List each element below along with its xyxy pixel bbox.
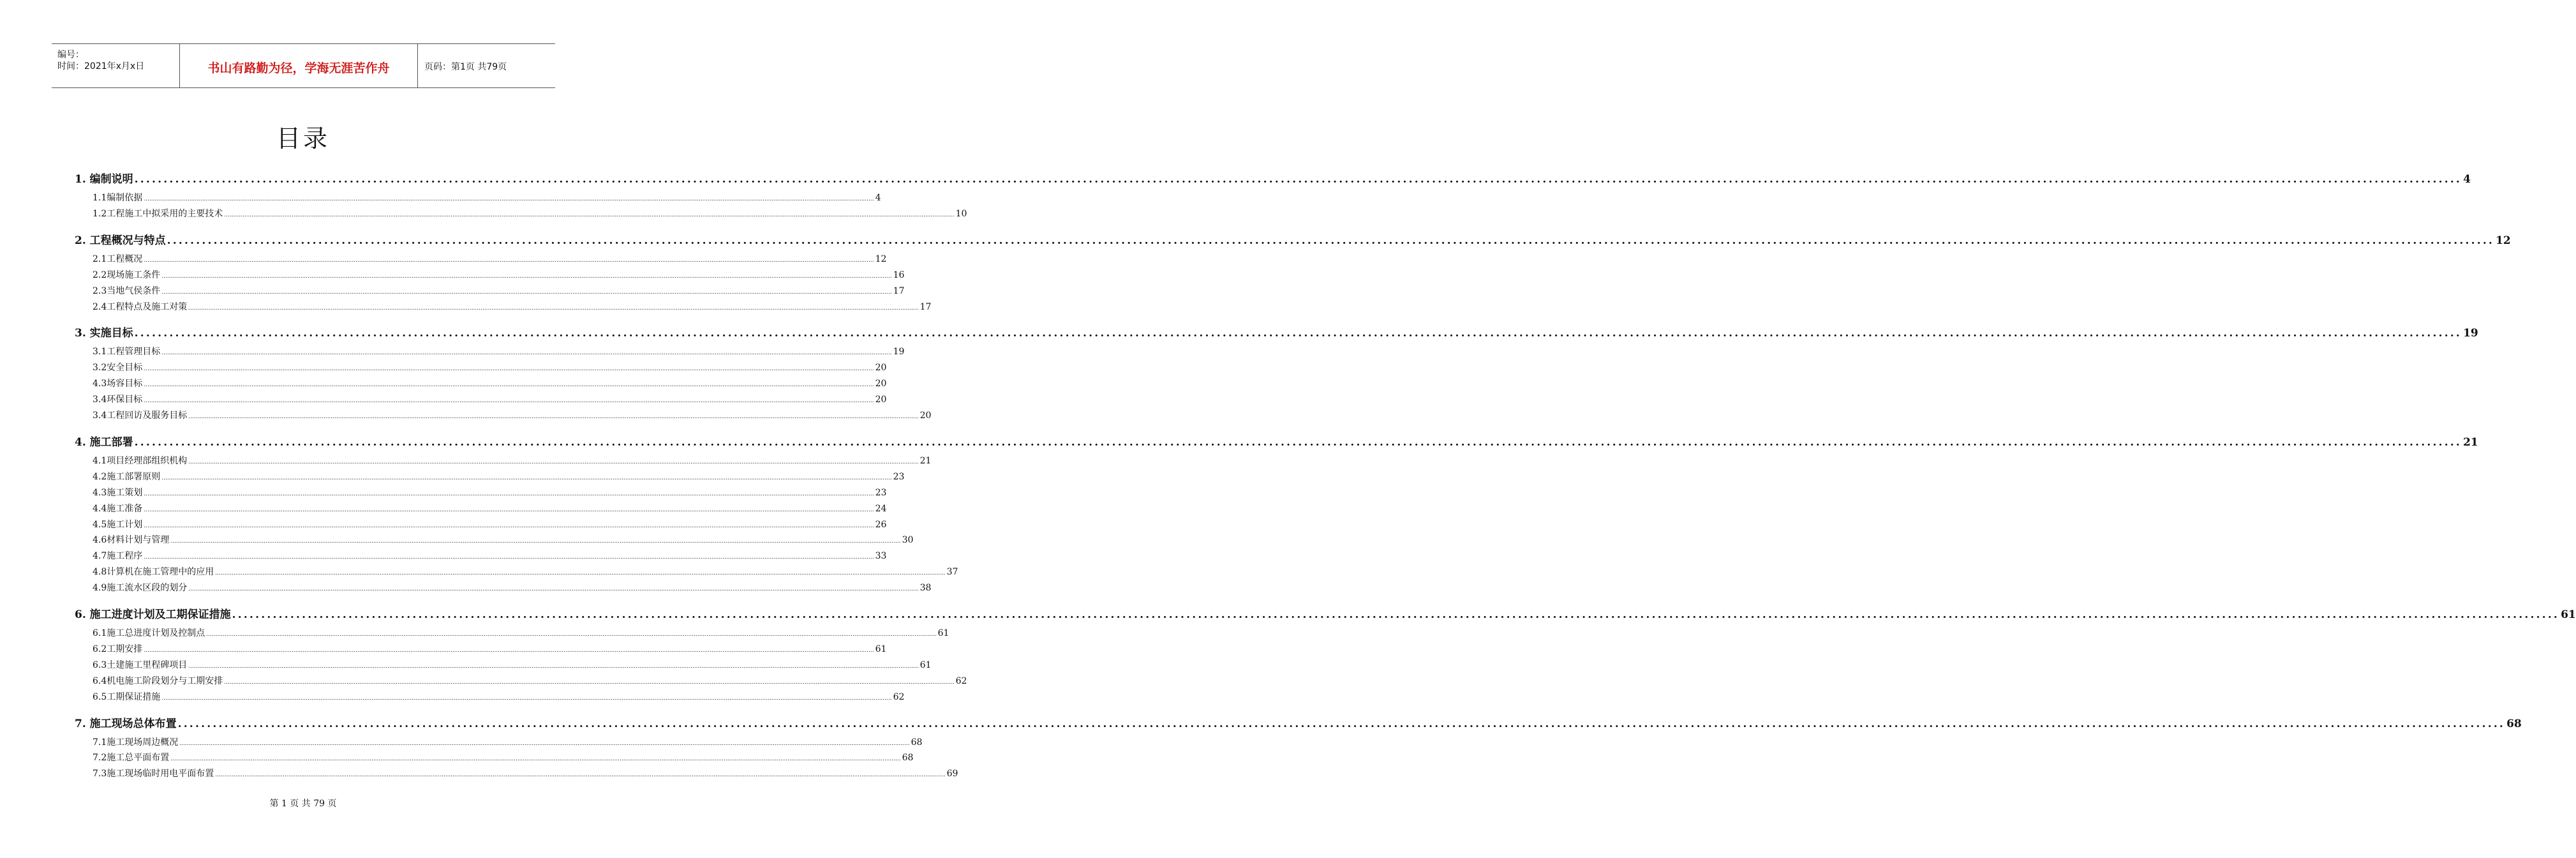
toc-dot-leader: ................................................................................................................................................................................................................................................................................................................................................................................................................ xyxy=(144,554,874,561)
toc-entry-page: 38 xyxy=(919,583,932,594)
toc-dot-leader: ................................................................................................................................................................................................................................................................................................................................................................................................................ xyxy=(215,772,946,779)
toc-subsection-entry[interactable] xyxy=(75,565,958,578)
toc-subsection-entry[interactable] xyxy=(75,518,887,531)
toc-entry-title: 7.3施工现场临时用电平面布置 xyxy=(93,769,214,779)
toc-dot-leader: ................................................................................................................................................................................................................................................................................................................................................................................................................ xyxy=(188,663,919,670)
header-page-info: 页码：第1页 共79页 xyxy=(424,62,507,72)
number-label: 编号： xyxy=(57,50,84,60)
toc-entry-page: 21 xyxy=(2463,435,2478,449)
toc-dot-leader: ................................................................................................................................................................................................................................................................................................................................................................................................................ xyxy=(144,506,874,513)
toc-subsection-entry[interactable] xyxy=(75,549,887,562)
toc-dot-leader: ................................................................................................................................................................................................................................................................................................................................................................................................................ xyxy=(188,414,919,420)
toc-entry-page: 19 xyxy=(893,347,905,358)
toc-entry-page: 16 xyxy=(893,269,905,280)
toc-subsection-entry[interactable] xyxy=(75,345,905,358)
header-right-cell xyxy=(418,44,555,87)
toc-entry-page: 21 xyxy=(919,455,932,466)
toc-entry-page: 61 xyxy=(937,628,949,638)
toc-subsection-entry[interactable] xyxy=(75,191,881,204)
toc-entry-title: 4.8计算机在施工管理中的应用 xyxy=(93,567,214,578)
toc-subsection-entry[interactable] xyxy=(75,393,887,405)
toc-dot-leader: ................................................................................................................................................................................................................................................................................................................................................................................................................ xyxy=(170,538,901,545)
toc-section-entry[interactable] xyxy=(75,605,2576,621)
toc-dot-leader: ................................................................................................................................................................................................................................................................................................................................................................................................................ xyxy=(224,679,955,686)
header-middle-cell xyxy=(180,44,418,87)
toc-dot-leader: ................................................................................................................................................................................................................................................................................................................................................................................................................ xyxy=(144,366,874,373)
toc-section-entry[interactable] xyxy=(75,714,2522,730)
header-left-cell xyxy=(52,44,180,87)
toc-dot-leader: ................................................................................................................................................................................................................................................................................................................................................................................................................ xyxy=(161,474,892,481)
toc-entry-title: 7. 施工现场总体布置 xyxy=(75,717,177,730)
toc-entry-title: 6.1施工总进度计划及控制点 xyxy=(93,628,205,638)
toc-entry-title: 4.3场容目标 xyxy=(93,379,143,389)
toc-entry-title: 3. 实施目标 xyxy=(75,327,133,340)
toc-entry-title: 6.2工期安排 xyxy=(93,644,143,654)
toc-dot-leader: ................................................................................................................................................................................................................................................................................................................................................................................................................ xyxy=(224,211,955,218)
toc-entry-page: 10 xyxy=(955,208,967,219)
toc-subsection-entry[interactable] xyxy=(75,533,914,546)
toc-entry-page: 24 xyxy=(875,503,887,514)
toc-subsection-entry[interactable] xyxy=(75,767,958,779)
toc-entry-page: 12 xyxy=(875,253,887,264)
toc-entry-page: 20 xyxy=(875,379,887,389)
toc-entry-title: 6.3土建施工里程碑项目 xyxy=(93,659,188,670)
toc-dot-leader: ................................................................................................................................................................................................................................................................................................................................................................................................................ xyxy=(232,608,2560,621)
toc-entry-title: 2.1工程概况 xyxy=(93,253,143,264)
toc-dot-leader: ................................................................................................................................................................................................................................................................................................................................................................................................................ xyxy=(170,756,901,763)
toc-entry-title: 2. 工程概况与特点 xyxy=(75,234,166,247)
toc-dot-leader: ................................................................................................................................................................................................................................................................................................................................................................................................................ xyxy=(161,350,892,357)
toc-section-entry[interactable] xyxy=(75,231,2511,247)
toc-entry-page: 20 xyxy=(919,410,932,421)
toc-subsection-entry[interactable] xyxy=(75,268,905,281)
toc-entry-title: 3.2安全目标 xyxy=(93,363,143,373)
toc-entry-title: 2.2现场施工条件 xyxy=(93,269,161,280)
toc-dot-leader: ................................................................................................................................................................................................................................................................................................................................................................................................................ xyxy=(134,173,2462,186)
header-motto: 书山有路勤为径，学海无涯苦作舟 xyxy=(207,61,390,75)
toc-entry-title: 1. 编制说明 xyxy=(75,173,133,186)
toc-entry-title: 2.4工程特点及施工对策 xyxy=(93,301,188,312)
toc-entry-title: 2.3当地气侯条件 xyxy=(93,285,161,296)
toc-dot-leader: ................................................................................................................................................................................................................................................................................................................................................................................................................ xyxy=(161,273,892,280)
toc-subsection-entry[interactable] xyxy=(75,454,932,467)
toc-subsection-entry[interactable] xyxy=(75,658,932,671)
toc-entry-title: 4.6材料计划与管理 xyxy=(93,535,170,546)
page-title: 目录 xyxy=(276,124,330,153)
toc-entry-title: 4.5施工计划 xyxy=(93,519,143,530)
toc-subsection-entry[interactable] xyxy=(75,252,887,265)
toc-entry-page: 62 xyxy=(955,675,967,686)
toc-dot-leader: ................................................................................................................................................................................................................................................................................................................................................................................................................ xyxy=(206,631,937,638)
toc-entry-title: 3.1工程管理目标 xyxy=(93,347,161,358)
toc-subsection-entry[interactable] xyxy=(75,626,949,639)
toc-entry-page: 19 xyxy=(2463,327,2478,340)
toc-entry-title: 3.4环保目标 xyxy=(93,395,143,405)
toc-entry-title: 4.3施工策划 xyxy=(93,487,143,498)
toc-entry-title: 1.1编制依据 xyxy=(93,193,143,203)
toc-entry-page: 37 xyxy=(946,567,958,578)
toc-dot-leader: ................................................................................................................................................................................................................................................................................................................................................................................................................ xyxy=(144,647,874,654)
toc-entry-page: 20 xyxy=(875,363,887,373)
toc-subsection-entry[interactable] xyxy=(75,642,887,655)
toc-section-entry[interactable] xyxy=(75,170,2471,186)
toc-entry-page: 61 xyxy=(2561,608,2576,621)
toc-dot-leader: ................................................................................................................................................................................................................................................................................................................................................................................................................ xyxy=(188,305,919,312)
toc-subsection-entry[interactable] xyxy=(75,486,887,499)
toc-subsection-entry[interactable] xyxy=(75,409,932,421)
toc-dot-leader: ................................................................................................................................................................................................................................................................................................................................................................................................................ xyxy=(144,522,874,529)
toc-entry-title: 6.5工期保证措施 xyxy=(93,691,161,702)
toc-dot-leader: ................................................................................................................................................................................................................................................................................................................................................................................................................ xyxy=(161,695,892,702)
toc-entry-page: 23 xyxy=(893,471,905,482)
toc-entry-title: 3.4工程回访及服务目标 xyxy=(93,410,188,421)
toc-dot-leader: ................................................................................................................................................................................................................................................................................................................................................................................................................ xyxy=(179,740,910,747)
toc-dot-leader: ................................................................................................................................................................................................................................................................................................................................................................................................................ xyxy=(215,570,946,577)
toc-entry-page: 12 xyxy=(2496,234,2511,247)
toc-entry-title: 7.1施工现场周边概况 xyxy=(93,737,179,748)
toc-entry-title: 1.2工程施工中拟采用的主要技术 xyxy=(93,208,223,219)
toc-subsection-entry[interactable] xyxy=(75,690,905,703)
toc-subsection-entry[interactable] xyxy=(75,470,905,483)
toc-entry-page: 30 xyxy=(902,535,914,546)
page-footer: 第 1 页 共 79 页 xyxy=(269,799,337,809)
toc-entry-page: 26 xyxy=(875,519,887,530)
toc-entry-title: 4.9施工流水区段的划分 xyxy=(93,583,188,594)
toc-subsection-entry[interactable] xyxy=(75,674,967,687)
toc-entry-page: 4 xyxy=(875,193,881,203)
toc-dot-leader: ................................................................................................................................................................................................................................................................................................................................................................................................................ xyxy=(144,398,874,405)
toc-entry-title: 6.4机电施工阶段划分与工期安排 xyxy=(93,675,223,686)
toc-entry-page: 17 xyxy=(919,301,932,312)
toc-dot-leader: ................................................................................................................................................................................................................................................................................................................................................................................................................ xyxy=(144,257,874,264)
toc-entry-page: 68 xyxy=(911,737,923,748)
toc-entry-page: 33 xyxy=(875,551,887,562)
toc-entry-page: 20 xyxy=(875,395,887,405)
toc-dot-leader: ................................................................................................................................................................................................................................................................................................................................................................................................................ xyxy=(188,586,919,593)
toc-dot-leader: ................................................................................................................................................................................................................................................................................................................................................................................................................ xyxy=(188,458,919,465)
toc-entry-title: 4. 施工部署 xyxy=(75,435,133,449)
toc-entry-page: 61 xyxy=(919,659,932,670)
toc-dot-leader: ................................................................................................................................................................................................................................................................................................................................................................................................................ xyxy=(177,717,2506,730)
toc-subsection-entry[interactable] xyxy=(75,751,914,764)
toc-section-entry[interactable] xyxy=(75,433,2478,449)
toc-section-entry[interactable] xyxy=(75,324,2478,340)
toc-entry-title: 6. 施工进度计划及工期保证措施 xyxy=(75,608,231,621)
toc-entry-title: 4.1项目经理部组织机构 xyxy=(93,455,188,466)
toc-entry-title: 4.7施工程序 xyxy=(93,551,143,562)
toc-entry-title: 4.4施工准备 xyxy=(93,503,143,514)
toc-entry-page: 4 xyxy=(2463,173,2471,186)
toc-subsection-entry[interactable] xyxy=(75,502,887,515)
page-header xyxy=(52,43,555,88)
toc-entry-page: 23 xyxy=(875,487,887,498)
toc-entry-title: 4.2施工部署原则 xyxy=(93,471,161,482)
toc-entry-page: 69 xyxy=(946,769,958,779)
toc-subsection-entry[interactable] xyxy=(75,300,932,313)
toc-entry-page: 61 xyxy=(875,644,887,654)
toc-subsection-entry[interactable] xyxy=(75,735,923,748)
toc-dot-leader: ................................................................................................................................................................................................................................................................................................................................................................................................................ xyxy=(161,289,892,296)
toc-dot-leader: ................................................................................................................................................................................................................................................................................................................................................................................................................ xyxy=(144,490,874,497)
toc-subsection-entry[interactable] xyxy=(75,207,967,220)
toc-entry-page: 17 xyxy=(893,285,905,296)
toc-dot-leader: ................................................................................................................................................................................................................................................................................................................................................................................................................ xyxy=(167,234,2495,247)
toc-subsection-entry[interactable] xyxy=(75,581,932,594)
toc-entry-page: 68 xyxy=(902,753,914,764)
time-label: 时间：2021年x月x日 xyxy=(57,61,145,72)
toc-entry-title: 7.2施工总平面布置 xyxy=(93,753,170,764)
toc-dot-leader: ................................................................................................................................................................................................................................................................................................................................................................................................................ xyxy=(144,382,874,389)
toc-dot-leader: ................................................................................................................................................................................................................................................................................................................................................................................................................ xyxy=(144,196,874,202)
toc-entry-page: 68 xyxy=(2506,717,2522,730)
toc-subsection-entry[interactable] xyxy=(75,284,905,297)
toc-entry-page: 62 xyxy=(893,691,905,702)
toc-dot-leader: ................................................................................................................................................................................................................................................................................................................................................................................................................ xyxy=(134,327,2462,340)
toc-subsection-entry[interactable] xyxy=(75,377,887,389)
toc-subsection-entry[interactable] xyxy=(75,361,887,373)
toc-dot-leader: ................................................................................................................................................................................................................................................................................................................................................................................................................ xyxy=(134,435,2462,449)
